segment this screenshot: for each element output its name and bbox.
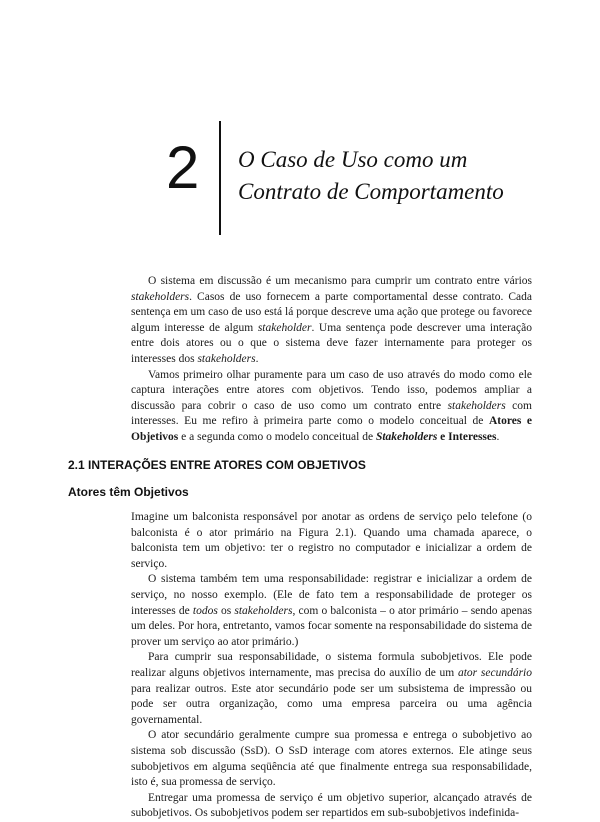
text-run: . Casos de uso fornecem a parte comportamental desse contrato. Cada sentença em um caso de uso está lá porque descreve uma ação que protege ou favorece algum interesse de algum <box>131 290 532 334</box>
chapter-title <box>238 144 578 208</box>
emphasis: stakeholders <box>197 352 256 365</box>
intro-text <box>131 274 532 446</box>
text-run: com interesses. Eu me refiro à primeira parte como o modelo conceitual de <box>131 399 532 428</box>
emphasis: stakeholders <box>447 399 506 412</box>
emphasis: todos <box>192 604 218 617</box>
chapter-title-line-1: O Caso de Uso como um <box>238 147 468 172</box>
section-paragraph-3 <box>131 650 532 728</box>
text-run: O sistema em discussão é um mecanismo para cumprir um contrato entre vários <box>148 275 532 287</box>
chapter-title-line-2: Contrato de Comportamento <box>238 179 504 204</box>
text-run: . Uma sentença pode descrever uma interação entre dois atores ou o que o sistema deve fazer internamente para proteger os interesses dos <box>131 321 532 365</box>
text-run: Para cumprir sua responsabilidade, o sistema formula subobjetivos. Ele pode realizar alguns objetivos internamente, mas precisa do auxílio de um <box>131 651 532 679</box>
emphasis: stakeholders <box>234 604 293 617</box>
bold-term: e Interesses <box>437 430 497 443</box>
intro-paragraph-1 <box>131 274 532 368</box>
section-paragraph-4: O ator secundário geralmente cumpre sua promessa e entrega o subobjetivo ao sistema sob discussão (SsD). O SsD interage com atores externos. Ele atinge seus subobjetivos em alguma seqüência até que finalmente entrega sua responsabilidade, isto é, sua promessa de serviço. <box>131 729 532 789</box>
text-run: Vamos primeiro olhar puramente para um caso de uso através do modo como ele captura interações entre atores com objetivos. Tendo isso, podemos ampliar a discussão para cobrir o caso de uso como um contrato entre <box>131 368 532 412</box>
section-heading: 2.1 INTERAÇÕES ENTRE ATORES COM OBJETIVOS <box>68 458 366 472</box>
text-run: e a segunda como o modelo conceitual de <box>178 430 376 443</box>
intro-paragraph-2 <box>131 368 532 446</box>
text-run: os <box>217 604 235 617</box>
section-paragraph-5: Entregar uma promessa de serviço é um objetivo superior, alcançado através de subobjetivos. Os subobjetivos podem ser repartidos em sub-subobjetivos indefinida- <box>131 791 532 820</box>
emphasis: stakeholder <box>257 321 312 334</box>
emphasis: stakeholders <box>131 290 190 303</box>
text-run: . <box>496 430 500 443</box>
emphasis: ator secundário <box>457 666 532 679</box>
chapter-number: 2 <box>166 134 200 201</box>
subsection-heading: Atores têm Objetivos <box>68 485 189 499</box>
bold-term: Atores e Objetivos <box>131 415 533 443</box>
text-run: . <box>255 352 259 365</box>
chapter-divider <box>219 121 221 235</box>
section-paragraph-2 <box>131 572 532 650</box>
section-paragraph-1: Imagine um balconista responsável por anotar as ordens de serviço pelo telefone (o balconista é o ator primário na Figura 2.1). Quando uma chamada aparece, o balconista tem um objetivo: ter o registro no computador e inicializar a ordem de serviço. <box>131 511 532 570</box>
bold-italic-term: Stakeholders <box>375 430 438 443</box>
section-text <box>131 510 532 822</box>
text-run: , com o balconista – o ator primário – sendo apenas um deles. Por hora, entretanto, vamos focar somente na responsabilidade do sistema de prover um serviço ao ator primário.) <box>131 604 532 648</box>
text-run: para realizar outros. Este ator secundário pode ser um subsistema de impressão ou pode ser outra organização, como uma empresa parceira ou uma agência governamental. <box>131 682 532 726</box>
text-run: O sistema também tem uma responsabilidade: registrar e inicializar a ordem de serviço, no nosso exemplo. (Ele de fato tem a responsabilidade de proteger os interesses de <box>131 573 532 617</box>
